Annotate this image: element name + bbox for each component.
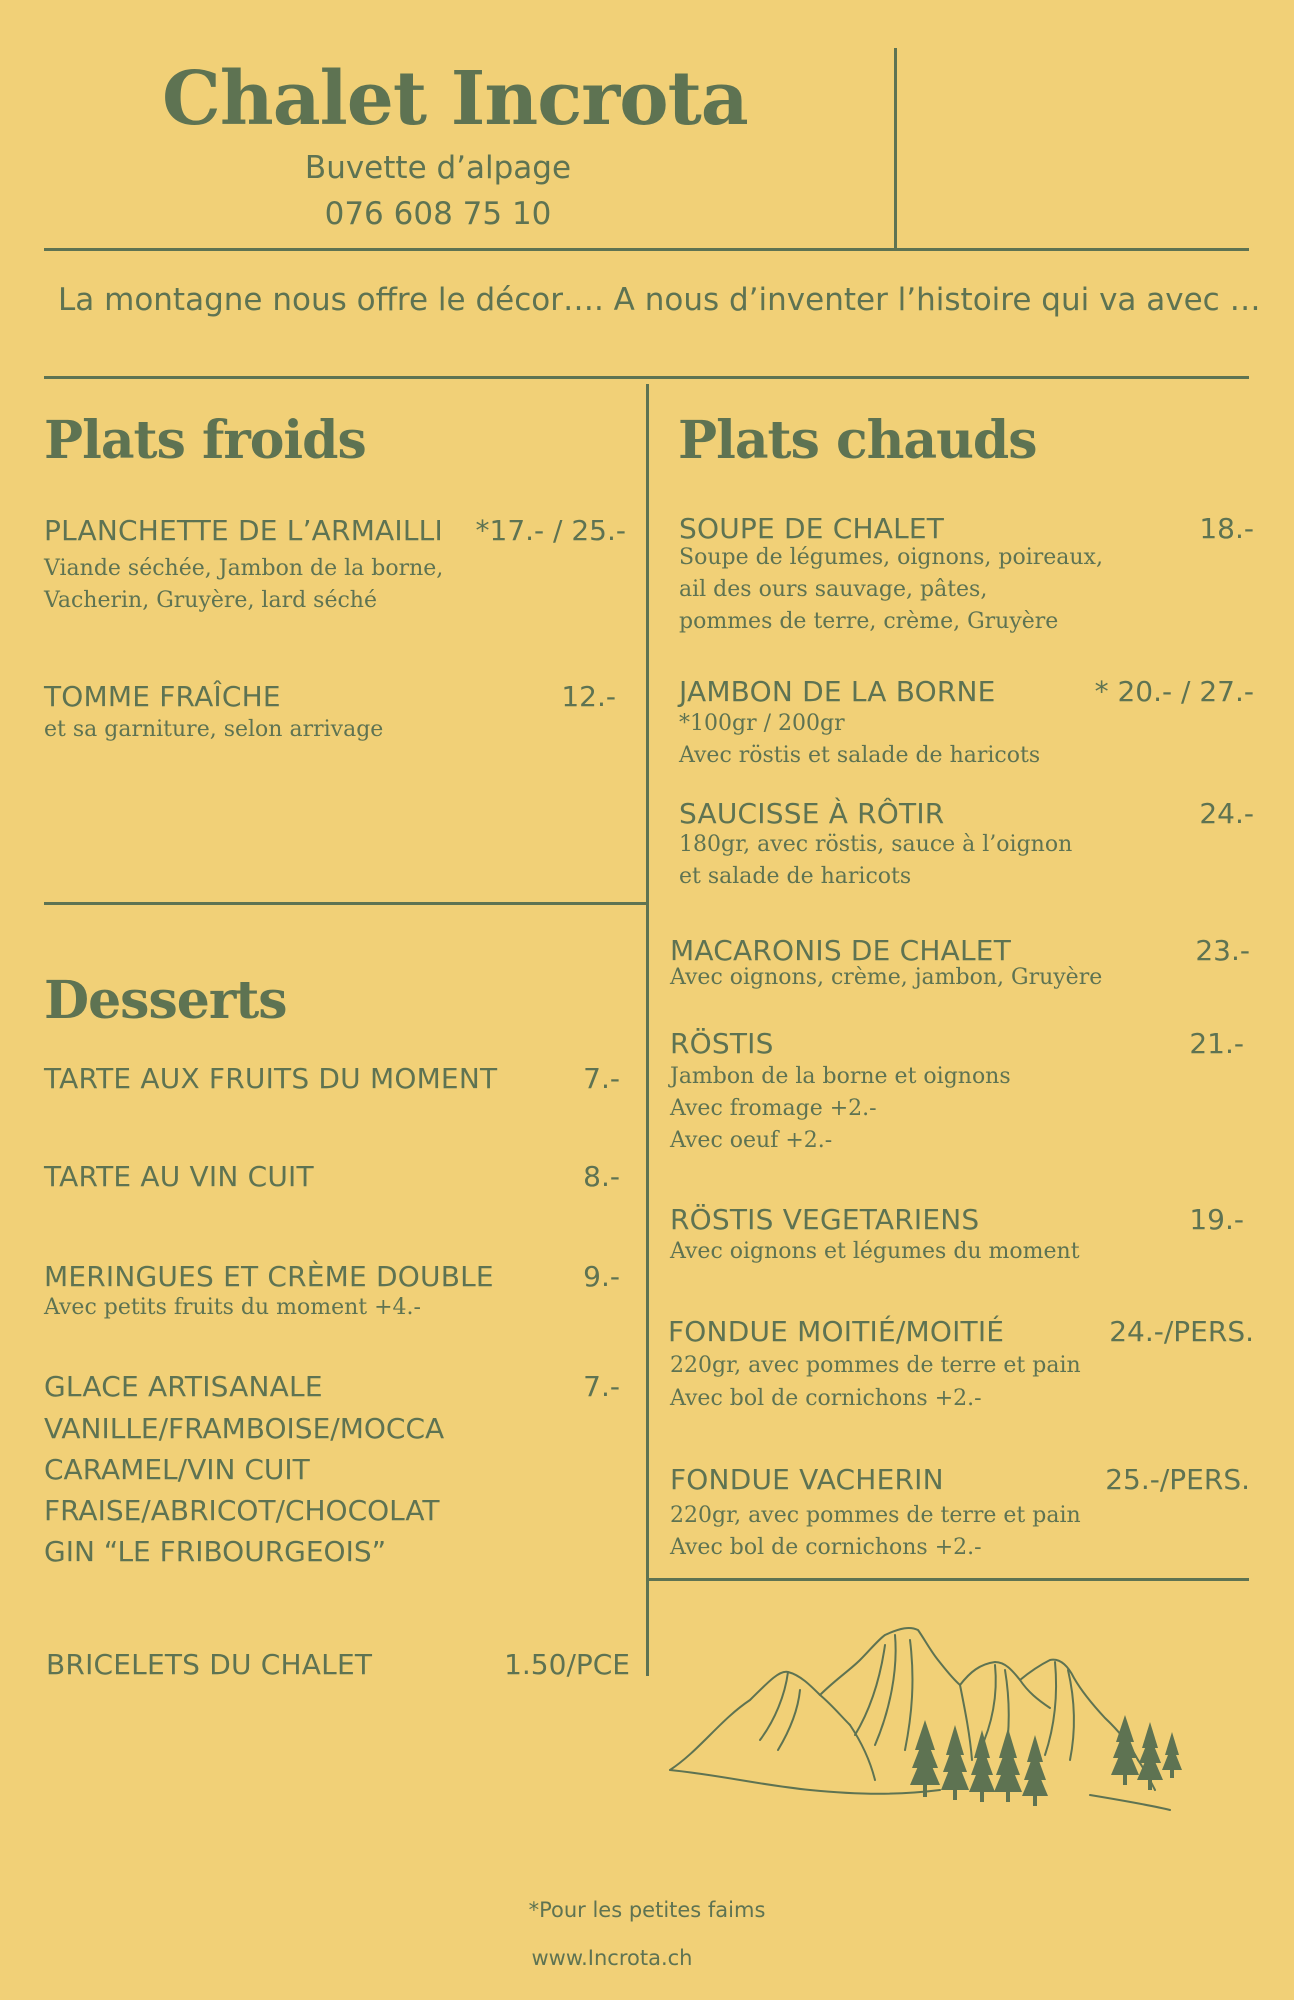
item-description: et salade de haricots [679,864,912,889]
item-price: *17.- / 25.- [475,514,626,547]
item-description: Avec oeuf +2.- [670,1128,833,1153]
item-price: 21.- [1189,1027,1244,1060]
item-description: Vacherin, Gruyère, lard séché [44,588,377,613]
top-divider [44,376,1249,379]
item-description: 220gr, avec pommes de terre et pain [670,1503,1081,1528]
item-description: *100gr / 200gr [679,711,845,736]
header-divider [44,248,1249,251]
item-description: Avec oignons, crème, jambon, Gruyère [670,965,1103,990]
item-price: 7.- [583,1370,620,1403]
item-price: 23.- [1195,934,1250,967]
item-name: RÖSTIS VEGETARIENS [670,1203,980,1236]
footnote: *Pour les petites faims [528,1898,766,1922]
right-section-divider [646,1578,1249,1581]
item-name: JAMBON DE LA BORNE [679,675,996,708]
phone-number: 076 608 75 10 [324,196,552,232]
item-description: 220gr, avec pommes de terre et pain [670,1353,1081,1378]
item-name: FONDUE VACHERIN [670,1463,944,1496]
item-description: Avec bol de cornichons +2.- [670,1535,982,1560]
item-price: 8.- [583,1160,620,1193]
item-description: Avec bol de cornichons +2.- [670,1386,982,1411]
item-price: * 20.- / 27.- [1094,675,1254,708]
item-description: Viande séchée, Jambon de la borne, [44,556,444,581]
item-name: SAUCISSE À RÔTIR [679,797,945,830]
item-name: BRICELETS DU CHALET [46,1648,373,1681]
ice-cream-flavours: GIN “LE FRIBOURGEOIS” [44,1535,387,1568]
item-name: GLACE ARTISANALE [44,1370,323,1403]
item-name: RÖSTIS [670,1027,774,1060]
left-section-divider [44,902,646,905]
column-divider [646,384,649,1676]
item-description: Jambon de la borne et oignons [670,1064,1011,1089]
item-description: Avec fromage +2.- [670,1096,877,1121]
item-price: 25.-/PERS. [1105,1463,1250,1496]
item-name: TARTE AUX FRUITS DU MOMENT [44,1062,498,1095]
item-name: FONDUE MOITIÉ/MOITIÉ [668,1315,1005,1348]
ice-cream-flavours: CARAMEL/VIN CUIT [44,1453,310,1486]
item-description: Soupe de légumes, oignons, poireaux, [679,545,1103,570]
item-description: Avec oignons et légumes du moment [670,1239,1080,1264]
item-price: 7.- [583,1062,620,1095]
item-description: Avec petits fruits du moment +4.- [44,1295,421,1320]
restaurant-name: Chalet Incrota [162,56,748,142]
item-price: 24.- [1199,797,1254,830]
item-description: 180gr, avec röstis, sauce à l’oignon [679,832,1073,857]
header-divider-vertical [894,48,897,249]
plats-froids-heading: Plats froids [44,410,366,471]
item-name: TARTE AU VIN CUIT [44,1160,314,1193]
website-link[interactable]: www.Incrota.ch [531,1946,693,1970]
item-name: SOUPE DE CHALET [679,512,945,545]
item-price: 12.- [561,680,616,713]
item-price: 24.-/PERS. [1109,1315,1254,1348]
item-name: MERINGUES ET CRÈME DOUBLE [44,1260,494,1293]
tagline: La montagne nous offre le décor…. A nous d’inventer l’histoire qui va avec … [58,282,1261,318]
item-price: 1.50/PCE [504,1648,630,1681]
item-description: et sa garniture, selon arrivage [44,717,384,742]
item-description: ail des ours sauvage, pâtes, [679,577,988,602]
mountain-illustration [660,1600,1200,1840]
desserts-heading: Desserts [44,970,287,1031]
item-description: Avec röstis et salade de haricots [679,743,1041,768]
item-price: 19.- [1189,1203,1244,1236]
ice-cream-flavours: FRAISE/ABRICOT/CHOCOLAT [44,1494,440,1527]
item-name: TOMME FRAÎCHE [44,680,281,713]
item-price: 9.- [583,1260,620,1293]
item-name: PLANCHETTE DE L’ARMAILLI [44,514,443,547]
item-name: MACARONIS DE CHALET [670,934,1012,967]
plats-chauds-heading: Plats chauds [678,410,1037,471]
item-price: 18.- [1199,512,1254,545]
ice-cream-flavours: VANILLE/FRAMBOISE/MOCCA [44,1412,445,1445]
restaurant-subtitle: Buvette d’alpage [304,150,572,186]
item-description: pommes de terre, crème, Gruyère [679,609,1059,634]
